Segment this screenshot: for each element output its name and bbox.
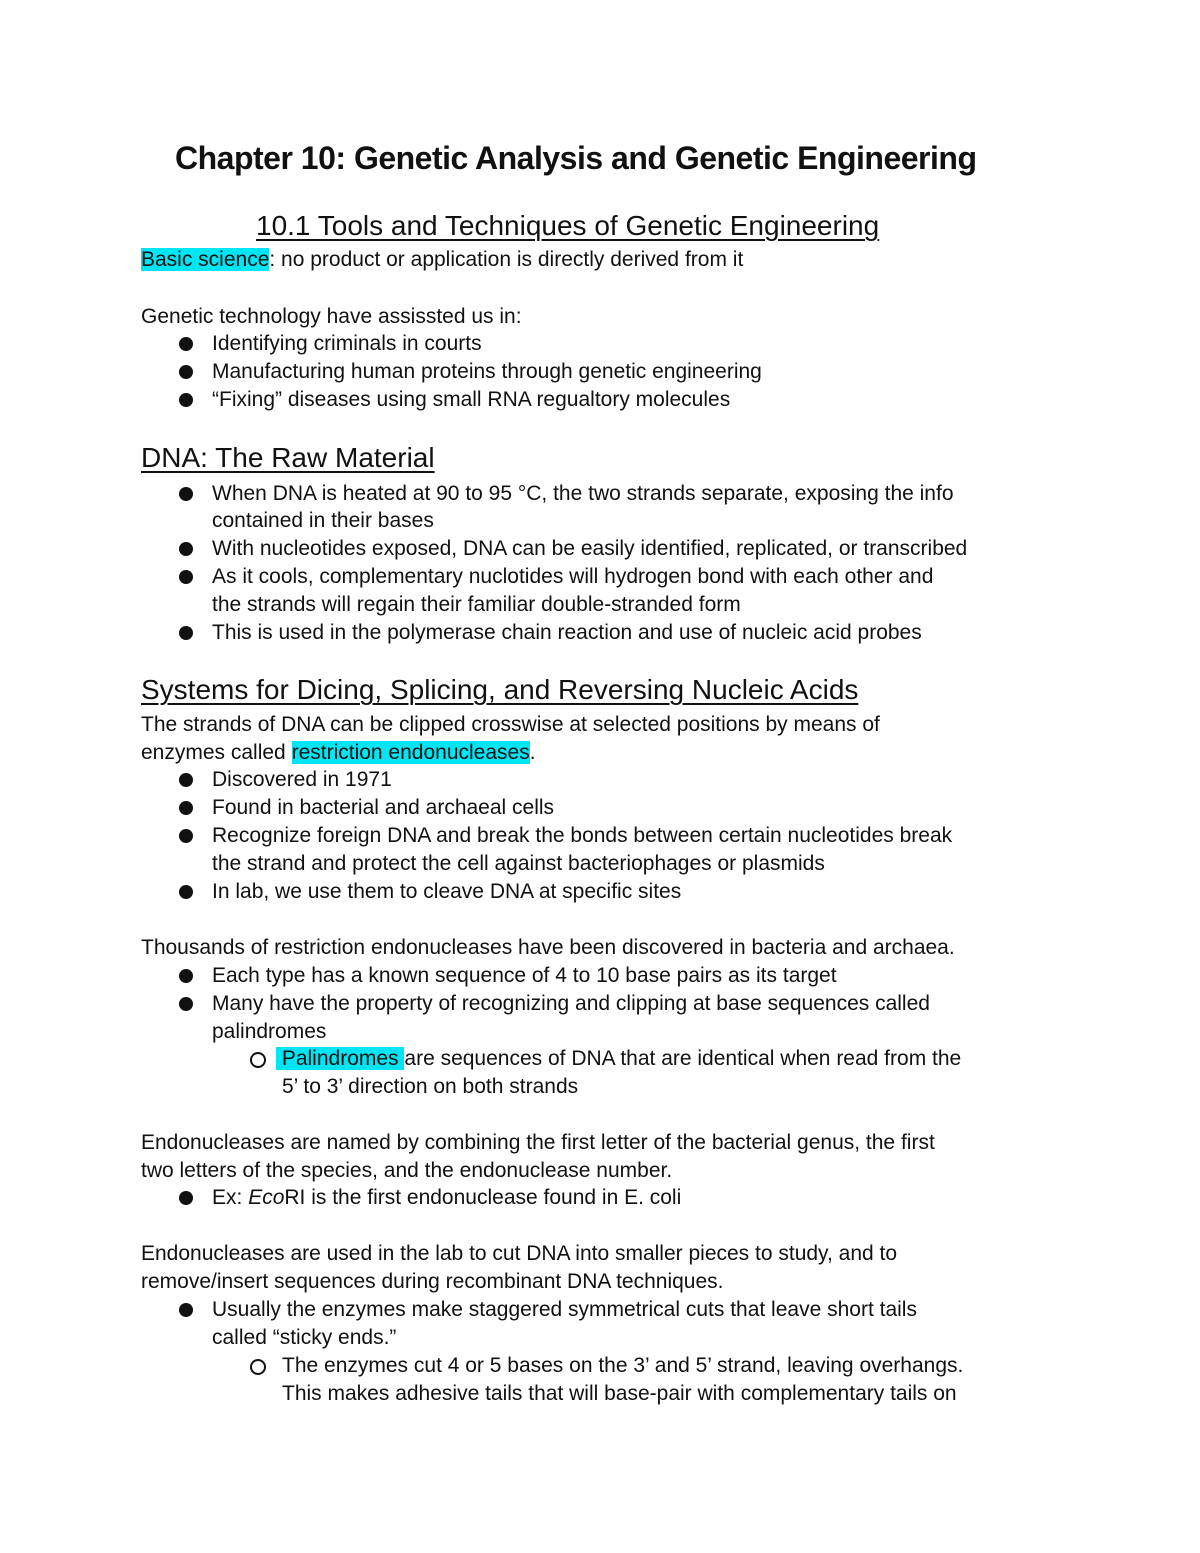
chapter-title: Chapter 10: Genetic Analysis and Genetic Engineering bbox=[175, 140, 977, 176]
section-heading-dna: DNA: The Raw Material bbox=[141, 442, 435, 473]
basic-science-line bbox=[141, 246, 743, 274]
bullet-icon bbox=[179, 1303, 193, 1317]
paragraph-line: remove/insert sequences during recombinant DNA techniques. bbox=[141, 1270, 724, 1293]
list-item bbox=[212, 1184, 681, 1212]
highlight-restriction-endonucleases: restriction endonucleases bbox=[291, 741, 530, 764]
bullet-icon bbox=[179, 393, 193, 407]
list-item: This is used in the polymerase chain reaction and use of nucleic acid probes bbox=[212, 621, 922, 644]
highlight-basic-science: Basic science bbox=[141, 248, 270, 271]
bullet-icon bbox=[179, 337, 193, 351]
list-item: In lab, we use them to cleave DNA at specific sites bbox=[212, 880, 682, 903]
list-item: Recognize foreign DNA and break the bonds between certain nucleotides break bbox=[212, 824, 953, 847]
bullet-icon bbox=[179, 570, 193, 584]
text-span: enzymes called bbox=[141, 741, 292, 764]
paragraph-line: Thousands of restriction endonucleases have been discovered in bacteria and archaea. bbox=[141, 936, 955, 959]
text-span: are sequences of DNA that are identical when read from the bbox=[404, 1047, 962, 1070]
bullet-icon bbox=[179, 1191, 193, 1205]
list-item: “Fixing” diseases using small RNA regualtory molecules bbox=[212, 388, 731, 411]
list-item: With nucleotides exposed, DNA can be easily identified, replicated, or transcribed bbox=[212, 537, 968, 560]
paragraph-line: Endonucleases are named by combining the first letter of the bacterial genus, the first bbox=[141, 1131, 935, 1154]
sub-list-item: The enzymes cut 4 or 5 bases on the 3’ and 5’ strand, leaving overhangs. bbox=[282, 1354, 964, 1377]
paragraph-line bbox=[141, 739, 536, 767]
paragraph-line: two letters of the species, and the endonuclease number. bbox=[141, 1159, 673, 1182]
list-item: Identifying criminals in courts bbox=[212, 332, 482, 355]
section-heading-tools: 10.1 Tools and Techniques of Genetic Engineering bbox=[256, 210, 880, 241]
bullet-icon bbox=[179, 365, 193, 379]
bullet-icon bbox=[179, 829, 193, 843]
list-item: Usually the enzymes make staggered symmetrical cuts that leave short tails bbox=[212, 1298, 917, 1321]
text-span: Ex: bbox=[212, 1186, 249, 1209]
list-item-continued: the strands will regain their familiar double-stranded form bbox=[212, 593, 741, 616]
list-item-continued: palindromes bbox=[212, 1020, 327, 1043]
bullet-icon bbox=[179, 487, 193, 501]
list-item-continued: called “sticky ends.” bbox=[212, 1326, 397, 1349]
italic-text: Eco bbox=[248, 1186, 285, 1209]
list-item: Manufacturing human proteins through genetic engineering bbox=[212, 360, 762, 383]
sub-list-item-continued: 5’ to 3’ direction on both strands bbox=[282, 1075, 579, 1098]
genetic-tech-intro: Genetic technology have assissted us in: bbox=[141, 305, 522, 328]
bullet-icon bbox=[179, 801, 193, 815]
paragraph-line: The strands of DNA can be clipped crosswise at selected positions by means of bbox=[141, 713, 880, 736]
list-item: Each type has a known sequence of 4 to 10 base pairs as its target bbox=[212, 964, 837, 987]
list-item: Many have the property of recognizing and clipping at base sequences called bbox=[212, 992, 930, 1015]
list-item: Found in bacterial and archaeal cells bbox=[212, 796, 555, 819]
list-item-continued: contained in their bases bbox=[212, 509, 434, 532]
bullet-icon bbox=[179, 885, 193, 899]
section-heading-dicing: Systems for Dicing, Splicing, and Reversing Nucleic Acids bbox=[141, 674, 859, 705]
bullet-icon bbox=[179, 542, 193, 556]
highlight-palindromes: Palindromes bbox=[276, 1047, 405, 1070]
bullet-icon bbox=[179, 969, 193, 983]
hollow-bullet-icon bbox=[250, 1359, 266, 1375]
bullet-icon bbox=[179, 773, 193, 787]
bullet-icon bbox=[179, 626, 193, 640]
text-span: . bbox=[529, 741, 536, 764]
list-item: When DNA is heated at 90 to 95 °C, the two strands separate, exposing the info bbox=[212, 482, 954, 505]
list-item: Discovered in 1971 bbox=[212, 768, 392, 791]
text-span: RI is the first endonuclease found in E. coli bbox=[284, 1186, 682, 1209]
hollow-bullet-icon bbox=[250, 1052, 266, 1068]
basic-science-definition: : no product or application is directly derived from it bbox=[269, 248, 744, 271]
sub-list-item bbox=[276, 1045, 961, 1073]
list-item: As it cools, complementary nuclotides will hydrogen bond with each other and bbox=[212, 565, 934, 588]
paragraph-line: Endonucleases are used in the lab to cut DNA into smaller pieces to study, and to bbox=[141, 1242, 898, 1265]
list-item-continued: the strand and protect the cell against bacteriophages or plasmids bbox=[212, 852, 825, 875]
sub-list-item-continued: This makes adhesive tails that will base-pair with complementary tails on bbox=[282, 1382, 957, 1405]
bullet-icon bbox=[179, 997, 193, 1011]
